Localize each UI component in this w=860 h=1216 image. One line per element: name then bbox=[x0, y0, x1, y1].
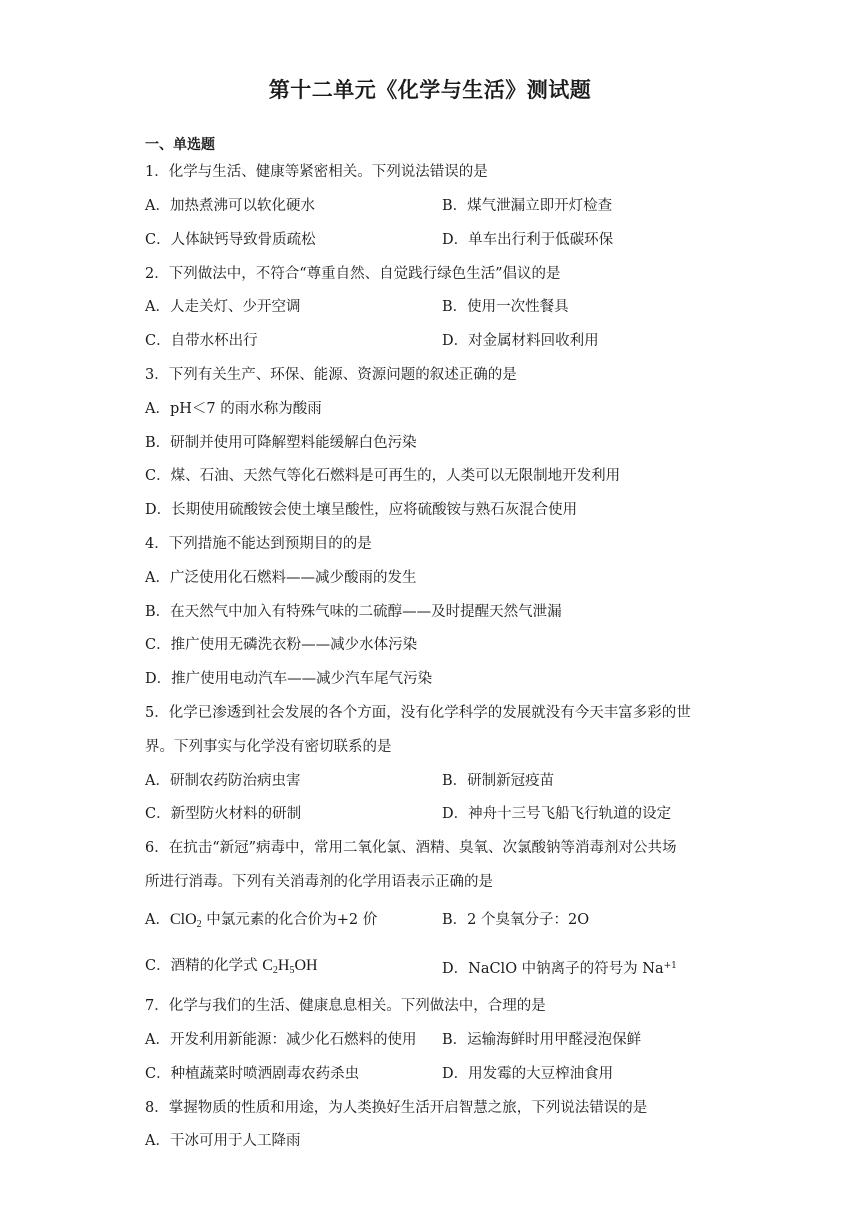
question-5-option-a: A．研制农药防治病虫害 bbox=[145, 773, 301, 789]
section-heading: 一、单选题 bbox=[145, 137, 215, 153]
question-5-option-c: C．新型防火材料的研制 bbox=[145, 806, 302, 822]
question-6-option-a bbox=[145, 911, 377, 934]
question-6-option-c bbox=[145, 957, 318, 980]
question-3-option-b: B．研制并使用可降解塑料能缓解白色污染 bbox=[145, 435, 417, 451]
question-8-option-a: A．干冰可用于人工降雨 bbox=[145, 1133, 301, 1149]
question-3-option-a: A．pH＜7 的雨水称为酸雨 bbox=[145, 401, 322, 417]
question-3-stem: 3．下列有关生产、环保、能源、资源问题的叙述正确的是 bbox=[145, 367, 517, 383]
question-1-option-c: C．人体缺钙导致骨质疏松 bbox=[145, 232, 316, 248]
question-2-option-b: B．使用一次性餐具 bbox=[442, 299, 569, 315]
question-2-option-d: D．对金属材料回收利用 bbox=[442, 333, 599, 349]
question-8-stem: 8．掌握物质的性质和用途，为人类换好生活开启智慧之旅，下列说法错误的是 bbox=[145, 1100, 648, 1116]
question-1-stem: 1．化学与生活、健康等紧密相关。下列说法错误的是 bbox=[145, 164, 488, 180]
question-5-option-b: B．研制新冠疫苗 bbox=[442, 773, 555, 789]
question-1-option-b: B．煤气泄漏立即开灯检查 bbox=[442, 198, 613, 214]
ethanol-formula: $C_2H_5OH$ bbox=[262, 957, 318, 976]
option-a-prefix: A． bbox=[145, 912, 170, 928]
question-7-option-b: B．运输海鲜时用甲醛浸泡保鲜 bbox=[442, 1032, 642, 1048]
question-6-option-d: D．NaClO 中钠离子的符号为 $Na^{+1}$ bbox=[442, 961, 677, 977]
question-4-option-b: B．在天然气中加入有特殊气味的二硫醇——及时提醒天然气泄漏 bbox=[145, 604, 562, 620]
question-5-option-d: D．神舟十三号飞船飞行轨道的设定 bbox=[442, 806, 672, 822]
question-2-option-a: A．人走关灯、少开空调 bbox=[145, 299, 301, 315]
question-7-option-c: C．种植蔬菜时喷洒剧毒农药杀虫 bbox=[145, 1066, 360, 1082]
option-a-text: 中氯元素的化合价为+2 价 bbox=[201, 912, 378, 928]
chlorine-dioxide-formula: ClO$_2$ bbox=[169, 911, 202, 930]
question-1-option-a: A．加热煮沸可以软化硬水 bbox=[145, 198, 315, 214]
question-7-stem: 7．化学与我们的生活、健康息息相关。下列做法中，合理的是 bbox=[145, 998, 546, 1014]
charge-superscript: +1 bbox=[663, 961, 677, 971]
question-3-option-c: C．煤、石油、天然气等化石燃料是可再生的，人类可以无限制地开发利用 bbox=[145, 468, 621, 484]
question-5-stem-line-1: 5．化学已渗透到社会发展的各个方面，没有化学科学的发展就没有今天丰富多彩的世 bbox=[145, 705, 691, 721]
question-7-option-a: A．开发利用新能源：减少化石燃料的使用 bbox=[145, 1032, 417, 1048]
question-4-option-d: D．推广使用电动汽车——减少汽车尾气污染 bbox=[145, 671, 433, 687]
page-title: 第十二单元《化学与生活》测试题 bbox=[268, 78, 592, 102]
question-3-option-d: D．长期使用硫酸铵会使土壤呈酸性，应将硫酸铵与熟石灰混合使用 bbox=[145, 502, 578, 518]
question-6-stem-line-2: 所进行消毒。下列有关消毒剂的化学用语表示正确的是 bbox=[145, 874, 493, 890]
option-c-prefix: C．酒精的化学式 bbox=[145, 958, 263, 974]
question-2-stem: 2．下列做法中，不符合“尊重自然、自觉践行绿色生活”倡议的是 bbox=[145, 266, 561, 282]
question-4-option-c: C．推广使用无磷洗衣粉——减少水体污染 bbox=[145, 637, 418, 653]
question-2-option-c: C．自带水杯出行 bbox=[145, 333, 258, 349]
question-5-stem-line-2: 界。下列事实与化学没有密切联系的是 bbox=[145, 739, 392, 755]
question-4-stem: 4．下列措施不能达到预期目的的是 bbox=[145, 536, 372, 552]
question-7-option-d: D．用发霉的大豆榨油食用 bbox=[442, 1066, 614, 1082]
question-6-option-b: B．2 个臭氧分子：2O bbox=[442, 912, 590, 928]
question-6-stem-line-1: 6．在抗击“新冠”病毒中，常用二氧化氯、酒精、臭氧、次氯酸钠等消毒剂对公共场 bbox=[145, 840, 677, 856]
question-1-option-d: D．单车出行利于低碳环保 bbox=[442, 232, 614, 248]
question-4-option-a: A．广泛使用化石燃料——减少酸雨的发生 bbox=[145, 570, 417, 586]
